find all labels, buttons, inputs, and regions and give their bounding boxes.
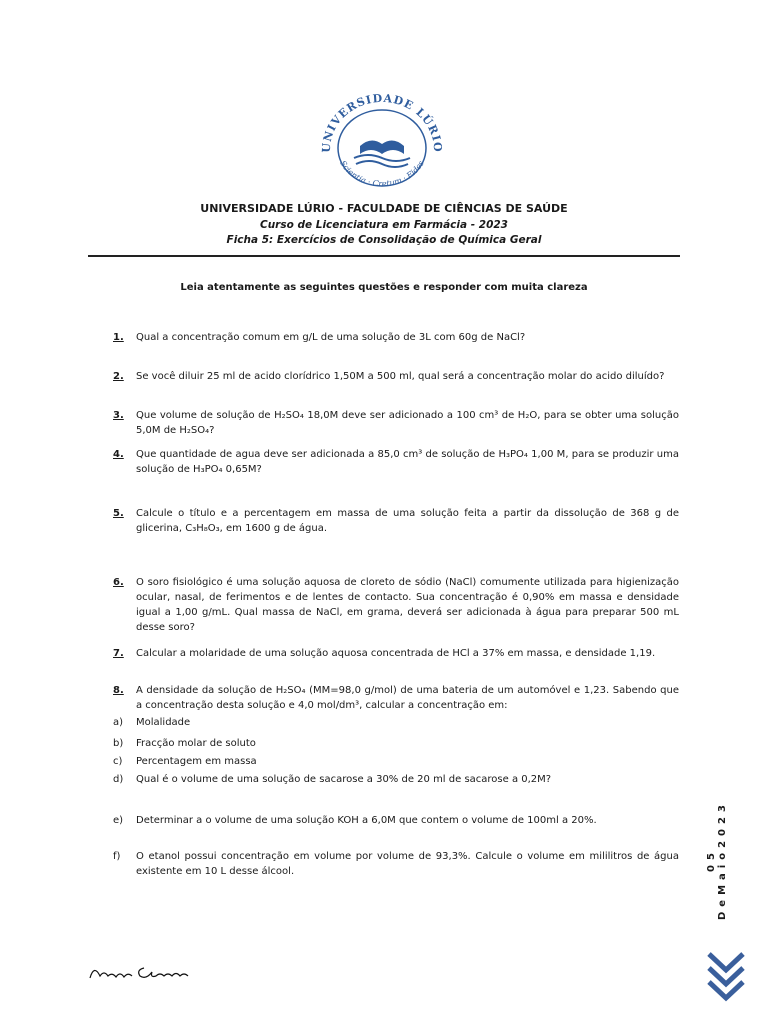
question-7 <box>113 646 679 661</box>
subitem-letter: e) <box>113 815 124 826</box>
question-text: O soro fisiológico é uma solução aquosa de cloreto de sódio (NaCl) comumente utilizada para higienização ocular, nasal, de ferimentos e de lentes de contacto. Sua concentração é 0,90% em massa e densidade igual a 1,00 g/mL. Qual massa de NaCl, em grama, deverá ser adicionada à água para preparar 500 mL desse soro? <box>136 577 679 633</box>
subitem-letter: f) <box>113 851 121 862</box>
signature <box>88 960 208 984</box>
subitem-text: Percentagem em massa <box>136 756 257 767</box>
logo-arc-text: UNIVERSIDADE LÚRIO <box>319 91 445 154</box>
question-8 <box>113 683 679 713</box>
question-number: 2. <box>113 371 124 382</box>
subitem-letter: a) <box>113 717 124 728</box>
question-text: Que volume de solução de H₂SO₄ 18,0M deve ser adicionado a 100 cm³ de H₂O, para se obter uma solução 5,0M de H₂SO₄? <box>136 410 679 436</box>
subitem-text: O etanol possui concentração em volume por volume de 93,3%. Calcule o volume em mililitros de água existente em 10 L desse álcool. <box>136 851 679 877</box>
subitem-f <box>113 849 679 879</box>
institution-title: UNIVERSIDADE LÚRIO - FACULDADE DE CIÊNCIAS DE SAÚDE <box>200 202 568 215</box>
subitem-c <box>113 754 679 769</box>
subitem-letter: b) <box>113 738 124 749</box>
subitem-text: Molalidade <box>136 717 191 728</box>
subitem-a <box>113 715 679 730</box>
question-text: Qual a concentração comum em g/L de uma solução de 3L com 60g de NaCl? <box>136 332 526 343</box>
question-number: 4. <box>113 449 124 460</box>
question-number: 8. <box>113 685 124 696</box>
subitem-text: Fracção molar de soluto <box>136 738 256 749</box>
question-number: 1. <box>113 332 124 343</box>
subitem-e <box>113 813 679 828</box>
question-text: Calcular a molaridade de uma solução aquosa concentrada de HCl a 37% em massa, e densidade 1,19. <box>136 648 656 659</box>
subitem-b <box>113 736 679 751</box>
question-text: Que quantidade de agua deve ser adicionada a 85,0 cm³ de solução de H₃PO₄ 1,00 M, para se produzir uma solução de H₃PO₄ 0,65M? <box>136 449 679 475</box>
logo-motto: Scientia · Cretum · Fides <box>338 159 426 189</box>
subitem-text: Determinar a o volume de uma solução KOH a 6,0M que contem o volume de 100ml a 20%. <box>136 815 597 826</box>
subitem-text: Qual é o volume de uma solução de sacarose a 30% de 20 ml de sacarose a 0,2M? <box>136 774 552 785</box>
question-text: Calcule o título e a percentagem em massa de uma solução feita a partir da dissolução de 368 g de glicerina, C₃H₈O₃, em 1600 g de água. <box>136 508 679 534</box>
chevron-down-icon <box>705 950 747 1006</box>
course-title: Curso de Licenciatura em Farmácia - 2023 <box>260 219 508 231</box>
question-number: 6. <box>113 577 124 588</box>
question-6 <box>113 575 679 635</box>
subitem-d <box>113 772 679 787</box>
header-divider <box>88 255 680 257</box>
subitem-letter: d) <box>113 774 124 785</box>
question-text: A densidade da solução de H₂SO₄ (MM=98,0 g/mol) de uma bateria de um automóvel e 1,23. Sabendo que a concentração desta solução e 4,0 mol/dm³, calcular a concentração em: <box>136 685 679 711</box>
side-date: 05 DeMaio2023 <box>706 800 728 920</box>
university-logo <box>308 88 456 196</box>
subitem-letter: c) <box>113 756 123 767</box>
question-3 <box>113 408 679 438</box>
question-4 <box>113 447 679 477</box>
question-5 <box>113 506 679 536</box>
instructions: Leia atentamente as seguintes questões e responder com muita clareza <box>180 282 588 293</box>
question-number: 7. <box>113 648 124 659</box>
sheet-title: Ficha 5: Exercícios de Consolidação de Química Geral <box>226 234 542 246</box>
question-text: Se você diluir 25 ml de acido clorídrico 1,50M a 500 ml, qual será a concentração molar do acido diluído? <box>136 371 665 382</box>
question-number: 3. <box>113 410 124 421</box>
question-2 <box>113 369 679 384</box>
question-number: 5. <box>113 508 124 519</box>
question-1 <box>113 330 679 345</box>
